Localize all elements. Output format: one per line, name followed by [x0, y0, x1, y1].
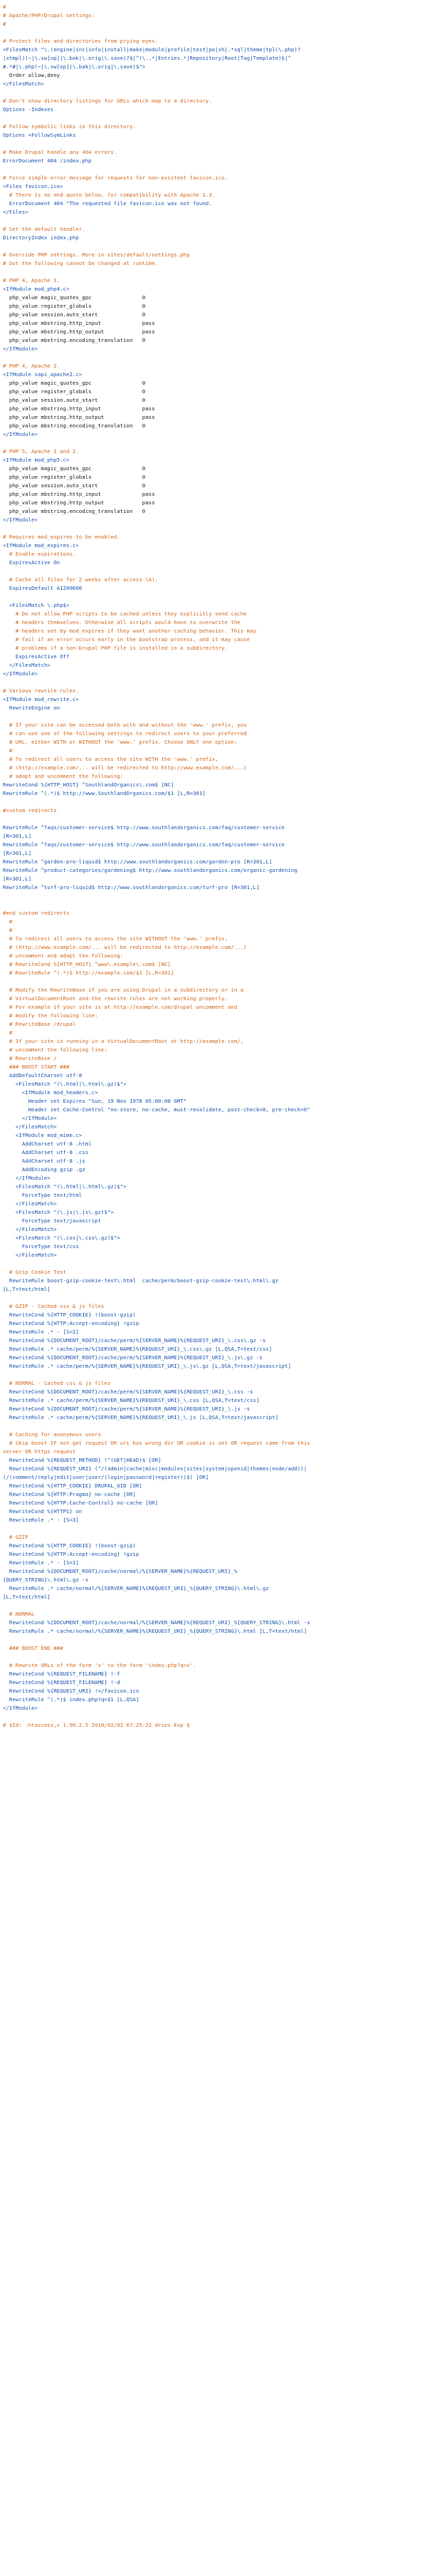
code-line: RewriteRule .* - [S=2] [3, 1329, 79, 1335]
code-line [3, 439, 427, 447]
code-line: # (http://example.com/... will be redirected to http://www.example.com/...) [3, 764, 247, 771]
code-line: </IfModule> [3, 346, 38, 352]
code-line: Options +FollowSymLinks [3, 132, 76, 138]
code-line: # NORMAL - Cached css & js files [3, 1380, 111, 1386]
code-line [3, 977, 427, 986]
code-line [3, 1713, 427, 1721]
code-line: RewriteCond %{HTTP:Cache-Control} no-cache [OR] [3, 1500, 159, 1506]
code-line: [R=301,L] [3, 833, 32, 839]
code-line: RewriteCond %{DOCUMENT_ROOT}/cache/perm/%{SERVER_NAME}%{REQUEST_URI}_\.js -s [3, 1406, 251, 1412]
code-line [3, 524, 427, 533]
code-line: ### BOOST START ### [3, 1064, 70, 1070]
code-line: RewriteRule ^faqs/customer-service$ http://www.southlandorganics.com/faq/customer-service [3, 824, 285, 831]
code-line: # GZIP [3, 1534, 28, 1540]
code-line [3, 88, 427, 97]
code-line: RewriteCond %{HTTP_COOKIE} !(boost-gzip) [3, 1312, 136, 1318]
code-line: RewriteRule .* - [S=3] [3, 1517, 79, 1523]
code-line [3, 165, 427, 174]
code-line [3, 1525, 427, 1533]
code-line: # Skip boost IF not get request OR uri has wrong dir OR cookie is set OR request came from this [3, 1440, 310, 1446]
code-line: # Various rewrite rules. [3, 687, 79, 694]
code-line: <IfModule mod_php4.c> [3, 286, 70, 292]
code-line: AddDefaultCharset utf-8 [3, 1072, 83, 1079]
code-line: Options -Indexes [3, 106, 54, 113]
code-line: # headers themselves. Otherwise all scripts would have to overwrite the [3, 619, 241, 625]
code-line: </FilesMatch> [3, 1200, 57, 1207]
code-line [3, 1636, 427, 1644]
code-line: # If your site can be accessed both with and without the 'www.' prefix, you [3, 722, 247, 728]
code-line: </Files> [3, 209, 28, 215]
code-line: php_value session.auto_start 0 [3, 311, 146, 318]
code-line: RewriteCond %{HTTP:Accept-encoding} !gzip [3, 1320, 139, 1326]
code-line: RewriteRule boost-gzip-cookie-test\.html cache/perm/boost-gzip-cookie-test\.html\.gz [3, 1277, 279, 1284]
code-line [3, 28, 427, 37]
code-line: ForceType text/javascript [3, 1217, 101, 1224]
code-line: </IfModule> [3, 670, 38, 677]
code-line [3, 217, 427, 225]
code-line: RewriteRule ^garden-pro-liquid$ http://www.southlandorganics.com/garden-pro [R=301,L] [3, 858, 273, 865]
code-line: # [3, 747, 13, 754]
code-line [3, 593, 427, 601]
code-line: RewriteRule .* cache/normal/%{SERVER_NAME}%{REQUEST_URI}_%{QUERY_STRING}\.html [L,T=text/html] [3, 1628, 307, 1634]
code-line: <IfModule mod_php5.c> [3, 457, 70, 463]
code-line: <FilesMatch "(\.js|\.js\.gz)$"> [3, 1209, 114, 1215]
code-line: </IfModule> [3, 1115, 57, 1121]
code-line: php_value mbstring.http_output pass [3, 328, 155, 335]
code-line: Header set Cache-Control "no-store, no-cache, must-revalidate, post-check=0, pre-check=0" [3, 1106, 310, 1113]
code-line: [R=301,L] [3, 876, 32, 882]
code-line: RewriteRule ^(.*)$ index.php?q=$1 [L,QSA] [3, 1696, 139, 1703]
code-line: RewriteCond %{REQUEST_URI} (^/(admin|cache|misc|modules|sites|system|openid|themes|node/add))| [3, 1465, 307, 1472]
code-line: # To redirect all users to access the site WITH the 'www.' prefix, [3, 756, 218, 762]
code-line [3, 1371, 427, 1379]
code-line: Order allow,deny [3, 72, 60, 78]
code-line: # [3, 927, 13, 933]
code-line: RewriteCond %{HTTP:Pragma} no-cache [OR] [3, 1491, 136, 1497]
code-line: # For example if your site is at http://example.com/drupal uncomment and [3, 1004, 238, 1010]
code-line: # Protect files and directories from prying eyes. [3, 38, 159, 44]
code-line: #.*#|\.php(~|\.sw[op]|\.bak|\.orig|\.save)$"> [3, 63, 146, 70]
code-line: # [3, 918, 13, 925]
code-line: php_value magic_quotes_gpc 0 [3, 380, 146, 386]
code-line: RewriteCond %{REQUEST_FILENAME} !-f [3, 1671, 120, 1677]
code-line [3, 900, 427, 909]
code-line [3, 1601, 427, 1610]
code-line: RewriteCond %{REQUEST_FILENAME} !-d [3, 1679, 120, 1686]
code-line: # Cache all files for 2 weeks after access (A). [3, 576, 159, 583]
code-line: RewriteRule ^faqs/customer-service$ http://www.southlandorganics.com/faq/customer-service [3, 841, 285, 848]
code-line: # GZIP - Cached css & js files [3, 1303, 105, 1309]
code-line [3, 892, 427, 900]
code-line: RewriteCond %{DOCUMENT_ROOT}/cache/perm/%{SERVER_NAME}%{REQUEST_URI}_\.css\.gz -s [3, 1337, 266, 1344]
code-line: AddCharset utf-8 .js [3, 1158, 85, 1164]
code-line: # problems if a non-Drupal PHP file is installed in a subdirectory. [3, 645, 228, 651]
code-line: </FilesMatch> [3, 1123, 57, 1130]
code-line: # If your site is running in a VirtualDocumentRoot at http://example.com/, [3, 1038, 244, 1044]
code-line: php_value register_globals 0 [3, 474, 146, 480]
code-line: # PHP 5, Apache 1 and 2. [3, 448, 79, 455]
code-line: <FilesMatch "\.(engine|inc|info|install|make|module|profile|test|po|sh|.*sql|theme|tpl(\.php)? [3, 46, 301, 53]
code-line: <FilesMatch \.php$> [3, 602, 70, 608]
code-line: <FilesMatch "(\.html|\.html\.gz)$"> [3, 1183, 127, 1190]
code-line: </FilesMatch> [3, 1226, 57, 1232]
code-line: # Don't show directory listings for URLs which map to a directory. [3, 98, 212, 104]
code-line: # RewriteRule ^(.*)$ http://example.com/$1 [L,R=301] [3, 970, 174, 976]
code-line: Header set Expires "Sun, 19 Nov 1978 05:00:00 GMT" [3, 1098, 187, 1104]
code-line: php_value session.auto_start 0 [3, 482, 146, 489]
code-line [3, 353, 427, 362]
code-line: #end custom redirects [3, 910, 70, 916]
code-line: ExpiresActive Off [3, 653, 70, 660]
code-line: # RewriteCond %{HTTP_HOST} ^www\.example\.com$ [NC] [3, 961, 171, 967]
code-line: [R=301,L] [3, 850, 32, 856]
code-line: </FilesMatch> [3, 1252, 57, 1258]
code-line: <FilesMatch "(\.html|\.html\.gz)$"> [3, 1081, 127, 1087]
code-line: |xtmpl)(~|\.sw[op]|\.bak|\.orig|\.save)?$|^(\..*|Entries.*|Repository|Root|Tag|Template)$|^ [3, 55, 291, 61]
code-line: RewriteCond %{HTTP_COOKIE} !(boost-gzip) [3, 1542, 136, 1549]
code-line: RewriteCond %{DOCUMENT_ROOT}/cache/perm/%{SERVER_NAME}%{REQUEST_URI}_\.js\.gz -s [3, 1354, 263, 1361]
code-line [3, 242, 427, 251]
code-line: # uncomment the following line: [3, 1046, 107, 1053]
code-line: #custom redirects [3, 807, 57, 814]
code-line [3, 567, 427, 576]
code-line: # Caching for anonymous users [3, 1431, 101, 1438]
code-line: # Modify the RewriteBase if you are using Drupal in a subdirectory or in a [3, 987, 244, 993]
code-line: ExpiresActive On [3, 559, 60, 566]
code-line: # fail if an error occurs early in the bootstrap process, and it may cause [3, 636, 251, 643]
code-line: # Rewrite URLs of the form 'x' to the form 'index.php?q=x'. [3, 1662, 196, 1668]
code-line [3, 678, 427, 687]
code-line: # $Id: .htaccess,v 1.90.2.5 2010/02/02 07:25:22 dries Exp $ [3, 1722, 190, 1728]
code-line: <IfModule mod_headers.c> [3, 1089, 98, 1096]
code-line: RewriteRule ^(.*)$ http://www.SouthlandOrganics.com/$1 [L,R=301] [3, 790, 206, 796]
code-line: # PHP 4, Apache 1. [3, 277, 60, 284]
code-line: php_value register_globals 0 [3, 388, 146, 395]
code-line: php_value magic_quotes_gpc 0 [3, 294, 146, 301]
code-line: RewriteCond %{HTTPS} on [3, 1508, 83, 1515]
code-line: # adapt and uncomment the following: [3, 773, 124, 779]
code-line: ExpiresDefault A1209600 [3, 585, 83, 591]
code-line: php_value mbstring.http_input pass [3, 320, 155, 326]
code-line: <IfModule mod_expires.c> [3, 542, 79, 549]
code-line: DirectoryIndex index.php [3, 234, 79, 241]
code-line: <IfModule mod_rewrite.c> [3, 696, 79, 702]
code-line: server OR https request [3, 1448, 76, 1455]
code-line: php_value register_globals 0 [3, 303, 146, 309]
code-line [3, 1294, 427, 1302]
code-line: php_value mbstring.encoding_translation 0 [3, 422, 146, 429]
code-line [3, 712, 427, 721]
code-line: # There is no end quote below, for compatibility with Apache 1.3. [3, 192, 216, 198]
code-line: [L,T=text/html] [3, 1286, 51, 1292]
code-line: php_value session.auto_start 0 [3, 397, 146, 403]
code-line: # can use one of the following settings to redirect users to your preferred [3, 730, 247, 737]
code-line: RewriteRule ^turf-pro-liquid$ http://www.southlandorganics.com/turf-pro [R=301,L] [3, 884, 260, 890]
code-line: # [3, 4, 6, 10]
code-line: RewriteCond %{HTTP_HOST} ^SouthlandOrganics\.com$ [NC] [3, 781, 174, 788]
code-line: </FilesMatch> [3, 662, 51, 668]
code-line: <IfModule sapi_apache2.c> [3, 371, 83, 378]
code-line: ErrorDocument 404 /index.php [3, 157, 92, 164]
code-line: RewriteRule .* cache/normal/%{SERVER_NAME}%{REQUEST_URI}_%{QUERY_STRING}\.html\.gz [3, 1585, 269, 1591]
code-line: ### BOOST END ### [3, 1645, 63, 1651]
code-line [3, 1422, 427, 1430]
code-line [3, 140, 427, 148]
code-line [3, 114, 427, 123]
code-line: # Do not allow PHP scripts to be cached unless they explicitly send cache [3, 611, 247, 617]
code-line: # URL, either WITH or WITHOUT the 'www.' prefix. Choose ONLY one option: [3, 739, 238, 745]
code-line: RewriteEngine on [3, 705, 60, 711]
code-line: # Make Drupal handle any 404 errors. [3, 149, 117, 155]
code-line: # headers set by mod_expires if they want another caching behavior. This may [3, 628, 256, 634]
code-line: # Set the default handler. [3, 226, 85, 232]
code-line: # Requires mod_expires to be enabled. [3, 534, 120, 540]
code-line [3, 1260, 427, 1268]
code-line: # RewriteBase /drupal [3, 1021, 76, 1027]
code-line: AddEncoding gzip .gz [3, 1166, 85, 1173]
code-line: (/(comment/reply|edit|user|user/(login|password|register))$) [OR] [3, 1474, 209, 1480]
code-line: php_value mbstring.encoding_translation 0 [3, 508, 146, 514]
code-line: # Override PHP settings. More in sites/default/settings.php [3, 251, 190, 258]
code-line: RewriteCond %{DOCUMENT_ROOT}/cache/perm/%{SERVER_NAME}%{REQUEST_URI}_\.css -s [3, 1388, 253, 1395]
code-line: AddCharset utf-8 .html [3, 1141, 92, 1147]
code-line: {QUERY_STRING}\.html\.gz -s [3, 1577, 89, 1583]
code-line: RewriteCond %{REQUEST_METHOD} !^(GET|HEAD)$ [OR] [3, 1457, 162, 1463]
code-line: </IfModule> [3, 431, 38, 437]
code-line: # To redirect all users to access the site WITHOUT the 'www.' prefix, [3, 935, 228, 942]
code-line: # but the following cannot be changed at runtime. [3, 260, 159, 266]
code-line: </IfModule> [3, 1705, 38, 1711]
code-line: RewriteRule .* cache/perm/%{SERVER_NAME}%{REQUEST_URI}_\.css\.gz [L,QSA,T=text/css] [3, 1346, 273, 1352]
code-line: php_value mbstring.http_input pass [3, 491, 155, 497]
code-line: <FilesMatch "(\.css|\.css\.gz)$"> [3, 1235, 120, 1241]
code-line: ErrorDocument 404 "The requested file favicon.ico was not found. [3, 200, 212, 207]
code-line: </IfModule> [3, 516, 38, 523]
code-line [3, 798, 427, 806]
code-line: RewriteRule .* cache/perm/%{SERVER_NAME}%{REQUEST_URI}_\.js [L,QSA,T=text/javascript] [3, 1414, 279, 1421]
code-line: RewriteCond %{DOCUMENT_ROOT}/cache/normal/%{SERVER_NAME}%{REQUEST_URI}_% [3, 1568, 238, 1574]
code-line: RewriteRule ^product-categories/gardening$ http://www.southlandorganics.com/organic-gardening [3, 867, 297, 873]
code-line: php_value mbstring.http_input pass [3, 405, 155, 412]
code-line: <IfModule mod_mime.c> [3, 1132, 83, 1138]
code-line: RewriteCond %{DOCUMENT_ROOT}/cache/normal/%{SERVER_NAME}%{REQUEST_URI}_%{QUERY_STRING}\.html -s [3, 1619, 310, 1626]
code-line: # [3, 1029, 13, 1036]
code-line: RewriteRule .* - [S=1] [3, 1559, 79, 1566]
code-line: php_value mbstring.encoding_translation 0 [3, 337, 146, 343]
code-line: php_value magic_quotes_gpc 0 [3, 465, 146, 472]
code-line: [L,T=text/html] [3, 1594, 51, 1600]
code-line: # modify the following line: [3, 1012, 98, 1019]
code-line: ForceType text/html [3, 1192, 83, 1198]
code-line: <Files favicon.ico> [3, 183, 63, 189]
code-line: # VirtualDocumentRoot and the rewrite rules are not working properly. [3, 995, 228, 1002]
code-line [3, 268, 427, 276]
code-line: # (http://www.example.com/... will be redirected to http://example.com/...) [3, 944, 247, 950]
code-line [3, 815, 427, 824]
code-line: # Force simple error message for requests for non-existent favicon.ico. [3, 175, 228, 181]
code-line: # RewriteBase / [3, 1055, 57, 1061]
code-line: # Follow symbolic links in this directory. [3, 123, 136, 130]
code-line: RewriteCond %{HTTP_COOKIE} DRUPAL_UID [OR] [3, 1482, 142, 1489]
code-line: RewriteRule .* cache/perm/%{SERVER_NAME}%{REQUEST_URI}_\.css [L,QSA,T=text/css] [3, 1397, 260, 1403]
code-line: # [3, 21, 6, 27]
code-line: RewriteRule .* cache/perm/%{SERVER_NAME}%{REQUEST_URI}_\.js\.gz [L,QSA,T=text/javascript] [3, 1363, 291, 1369]
code-line: # Apache/PHP/Drupal settings: [3, 12, 95, 19]
code-line: php_value mbstring.http_output pass [3, 499, 155, 506]
code-line: RewriteCond %{REQUEST_URI} !=/favicon.ico [3, 1688, 139, 1694]
code-line: # PHP 4, Apache 2. [3, 363, 60, 369]
code-line: RewriteCond %{HTTP:Accept-encoding} !gzip [3, 1551, 139, 1557]
code-line: ForceType text/css [3, 1243, 79, 1250]
code-line: # Gzip Cookie Test [3, 1269, 66, 1275]
code-line [3, 1653, 427, 1661]
code-line: php_value mbstring.http_output pass [3, 414, 155, 420]
code-line: </IfModule> [3, 1175, 51, 1181]
code-line: # Enable expirations. [3, 551, 76, 557]
code-line: # uncomment and adapt the following: [3, 952, 124, 959]
code-line: </FilesMatch> [3, 80, 44, 87]
code-line: AddCharset utf-8 .css [3, 1149, 89, 1155]
code-line: # NORMAL [3, 1611, 35, 1617]
